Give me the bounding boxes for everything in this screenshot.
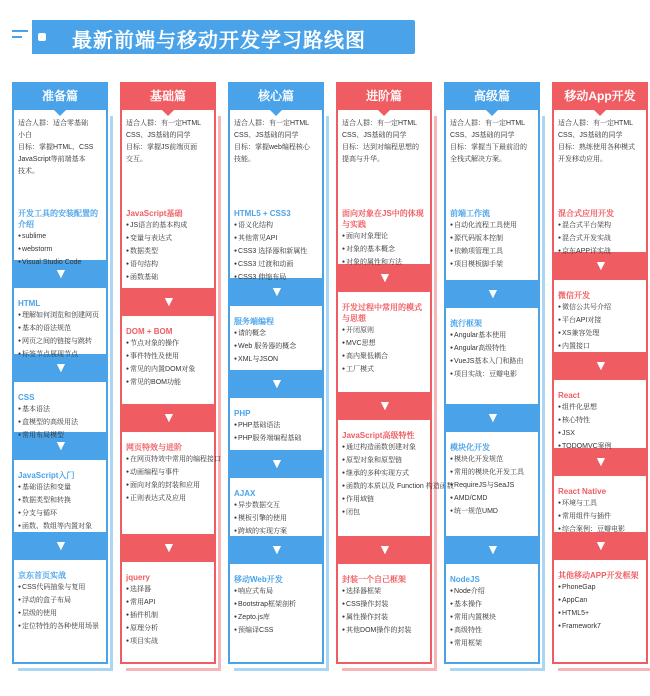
topic-item: ● 项目实战：豆瓣电影 xyxy=(450,368,536,381)
down-arrow-icon: ▼ xyxy=(54,537,68,553)
topic-title: 混合式应用开发 xyxy=(558,209,614,218)
column-body xyxy=(336,110,454,664)
topic-item: ● VueJS基本入门和路由 xyxy=(450,355,536,368)
down-arrow-band xyxy=(230,450,322,478)
topic-item: ● 闭包 xyxy=(342,506,428,519)
down-arrow-icon: ▼ xyxy=(162,293,176,309)
down-arrow-icon: ▼ xyxy=(54,265,68,281)
topic-item: ● 预编译CSS xyxy=(234,624,320,637)
intro-line: JavaScript等前端基本 xyxy=(18,156,86,163)
topic-title: CSS xyxy=(18,393,35,402)
topic-item: ● PHP基础语法 xyxy=(234,419,320,432)
topic-title: AJAX xyxy=(234,489,256,498)
topic-item: ● 正则表达式及应用 xyxy=(126,492,212,505)
topic-item: ● 标签节点展现节点 xyxy=(18,348,104,361)
topic-section xyxy=(342,208,428,269)
topic-item: ● sublime xyxy=(18,230,104,243)
column-1 xyxy=(120,82,222,666)
topic-item: ● MVC思想 xyxy=(342,337,428,350)
topic-item: ● 请的概念 xyxy=(234,327,320,340)
intro-line: 小白 xyxy=(18,132,32,139)
down-arrow-icon: ▼ xyxy=(378,541,392,557)
down-arrow-band xyxy=(446,280,538,308)
topic-section xyxy=(558,208,644,258)
column-5 xyxy=(552,82,648,666)
topic-item: ● 响应式布局 xyxy=(234,585,320,598)
column-intro xyxy=(450,118,536,166)
topic-item: ● 跨域的实现方案 xyxy=(234,525,320,538)
topic-item: ● 盒模型的高级用法 xyxy=(18,416,104,429)
topic-item: ● 节点对象的操作 xyxy=(126,337,212,350)
topic-title: 服务端编程 xyxy=(234,317,274,326)
topic-item: ● 对象的基本概念 xyxy=(342,243,428,256)
topic-section xyxy=(126,208,212,284)
topic-item: ● 微信公共号介绍 xyxy=(558,301,644,314)
topic-item: ● CSS3 伸缩布局 xyxy=(234,271,320,284)
topic-item: ● 对象的属性和方法 xyxy=(342,256,428,269)
topic-item: ● Angular高级特性 xyxy=(450,342,536,355)
topic-item: ● CSS操作封装 xyxy=(342,598,428,611)
topic-item: ● 选择器 xyxy=(126,583,212,596)
topic-item: ● 在网页特效中常用的编程接口 xyxy=(126,453,212,466)
title-banner xyxy=(0,0,650,76)
intro-line: 目标：掌握JS前端页面 xyxy=(126,144,198,151)
intro-line: 目标：掌握当下最前沿的 xyxy=(450,144,527,151)
topic-section xyxy=(558,486,644,536)
column-header: 高级篇 xyxy=(444,82,540,110)
topic-item: ● 基本语法 xyxy=(18,403,104,416)
topic-section xyxy=(450,208,536,271)
topic-section xyxy=(558,290,644,353)
topic-section xyxy=(558,390,644,453)
topic-item: ● PhoneGap xyxy=(558,581,644,594)
topic-item: ● RequireJS与SeaJS xyxy=(450,479,536,492)
column-body xyxy=(228,110,324,664)
topic-item: ● 语义化结构 xyxy=(234,219,320,232)
topic-title: 面向对象在JS中的体现与实践 xyxy=(342,209,424,229)
topic-item: ● 其他常见API xyxy=(234,232,320,245)
topic-title: 微信开发 xyxy=(558,291,590,300)
topic-item: ● 数据类型和转换 xyxy=(18,494,104,507)
topic-section xyxy=(234,408,320,445)
topic-section xyxy=(234,488,320,538)
topic-section xyxy=(450,318,536,381)
topic-item: ● 常用框架 xyxy=(450,637,536,650)
topic-item: ● AMD/CMD xyxy=(450,492,536,505)
down-arrow-icon: ▼ xyxy=(594,453,608,469)
topic-title: 前端工作流 xyxy=(450,209,490,218)
topic-item: ● 其他DOM操作的封装 xyxy=(342,624,428,637)
topic-title: React xyxy=(558,391,580,400)
topic-item: ● Zepto.js库 xyxy=(234,611,320,624)
topic-title: 封装一个自己框架 xyxy=(342,575,406,584)
down-arrow-band xyxy=(122,288,214,316)
topic-item: ● 通过构造函数创建对象 xyxy=(342,441,428,454)
down-arrow-band xyxy=(338,392,430,420)
down-arrow-icon: ▼ xyxy=(162,409,176,425)
column-body xyxy=(444,110,540,664)
topic-section xyxy=(126,572,212,648)
topic-item: ● 常用内置模块 xyxy=(450,611,536,624)
intro-line: 目标：熟练使用各种模式 xyxy=(558,144,635,151)
title-ribbon xyxy=(32,20,415,54)
topic-section xyxy=(18,470,104,533)
topic-item: ● 依赖项管理工具 xyxy=(450,245,536,258)
topic-item: ● Angular基本使用 xyxy=(450,329,536,342)
column-intro xyxy=(234,118,320,166)
topic-title: JavaScript高级特性 xyxy=(342,431,415,440)
topic-item: ● 继承的多种实现方式 xyxy=(342,467,428,480)
intro-line: CSS、JS基础的同学 xyxy=(234,132,299,139)
decor-lines xyxy=(12,30,28,42)
intro-line: 目标：掌握HTML、CSS xyxy=(18,144,94,151)
topic-item: ● webstorm xyxy=(18,243,104,256)
column-0 xyxy=(12,82,108,666)
topic-title: React Native xyxy=(558,487,607,496)
intro-line: 目标：掌握web编程核心 xyxy=(234,144,310,151)
topic-item: ● 异步数据交互 xyxy=(234,499,320,512)
down-arrow-band xyxy=(14,532,106,560)
column-header: 基础篇 xyxy=(120,82,216,110)
topic-title: 模块化开发 xyxy=(450,443,490,452)
topic-item: ● 京东APP详实战 xyxy=(558,245,644,258)
topic-item: ● 属性操作封装 xyxy=(342,611,428,624)
topic-item: ● 基本操作 xyxy=(450,598,536,611)
topic-item: ● 面向对象的封装和应用 xyxy=(126,479,212,492)
topic-item: ● 定位特性的各种使用场景 xyxy=(18,620,104,633)
intro-line: 技能。 xyxy=(234,156,255,163)
topic-item: ● 统一规范UMD xyxy=(450,505,536,518)
down-arrow-icon: ▼ xyxy=(486,285,500,301)
down-arrow-icon: ▼ xyxy=(594,357,608,373)
topic-item: ● 自动化流程工具使用 xyxy=(450,219,536,232)
intro-line: 适合人群：有一定HTML xyxy=(126,120,202,127)
topic-title: 开发工具的安装配置的介绍 xyxy=(18,209,98,229)
topic-section xyxy=(558,570,644,633)
topic-item: ● PHP服务端编程基础 xyxy=(234,432,320,445)
topic-item: ● 变量与表达式 xyxy=(126,232,212,245)
down-arrow-icon: ▼ xyxy=(270,375,284,391)
intro-line: 开发移动应用。 xyxy=(558,156,607,163)
topic-section xyxy=(234,316,320,366)
topic-item: ● 高内聚低耦合 xyxy=(342,350,428,363)
topic-item: ● 作用域链 xyxy=(342,493,428,506)
topic-item: ● HTML5+ xyxy=(558,607,644,620)
topic-title: jquery xyxy=(126,573,151,582)
down-arrow-icon: ▼ xyxy=(378,397,392,413)
topic-item: ● 基础语法和变量 xyxy=(18,481,104,494)
topic-item: ● 工厂模式 xyxy=(342,363,428,376)
down-arrow-band xyxy=(230,370,322,398)
topic-section xyxy=(18,298,104,361)
topic-section xyxy=(342,302,428,376)
topic-item: ● 组件化思想 xyxy=(558,401,644,414)
topic-item: ● 函数的本质以及 Function 构造函数 xyxy=(342,480,428,493)
topic-section xyxy=(450,574,536,650)
down-arrow-icon: ▼ xyxy=(270,283,284,299)
down-arrow-icon: ▼ xyxy=(54,359,68,375)
topic-item: ● 开闭原则 xyxy=(342,324,428,337)
down-arrow-icon: ▼ xyxy=(486,541,500,557)
intro-line: 适合人群：适合零基础 xyxy=(18,120,88,127)
topic-section xyxy=(18,208,104,269)
topic-item: ● Node介绍 xyxy=(450,585,536,598)
down-arrow-band xyxy=(122,404,214,432)
intro-line: CSS、JS基础的同学 xyxy=(126,132,191,139)
topic-item: ● Web 服务器的概念 xyxy=(234,340,320,353)
topic-item: ● 模块化开发规范 xyxy=(450,453,536,466)
topic-item: ● 基本的语法规范 xyxy=(18,322,104,335)
topic-item: ● 高级特性 xyxy=(450,624,536,637)
topic-title: HTML xyxy=(18,299,41,308)
column-3 xyxy=(336,82,454,666)
topic-item: ● 事件特性及使用 xyxy=(126,350,212,363)
topic-item: ● 源代码版本控制 xyxy=(450,232,536,245)
intro-line: 交互。 xyxy=(126,156,147,163)
topic-item: ● 常见的内置DOM对象 xyxy=(126,363,212,376)
topic-item: ● TODOMVC案例 xyxy=(558,440,644,453)
topic-title: DOM + BOM xyxy=(126,327,173,336)
column-header: 核心篇 xyxy=(228,82,324,110)
topic-item: ● 平台API对接 xyxy=(558,314,644,327)
topic-item: ● 数据类型 xyxy=(126,245,212,258)
intro-line: 技术。 xyxy=(18,168,39,175)
topic-section xyxy=(126,442,222,505)
down-arrow-icon: ▼ xyxy=(378,269,392,285)
topic-item: ● 函数、数组等内置对象 xyxy=(18,520,104,533)
topic-item: ● 模板引擎的使用 xyxy=(234,512,320,525)
topic-title: JavaScript入门 xyxy=(18,471,75,480)
down-arrow-band xyxy=(230,536,322,564)
topic-item: ● Visual Studio Code xyxy=(18,256,104,269)
column-header: 准备篇 xyxy=(12,82,108,110)
topic-item: ● JSX xyxy=(558,427,644,440)
down-arrow-icon: ▼ xyxy=(54,437,68,453)
topic-title: JavaScript基础 xyxy=(126,209,183,218)
column-intro xyxy=(558,118,644,166)
down-arrow-band xyxy=(446,536,538,564)
intro-line: CSS、JS基础的同学 xyxy=(450,132,515,139)
intro-line: 适合人群：有一定HTML xyxy=(234,120,310,127)
down-arrow-band xyxy=(122,534,214,562)
down-arrow-icon: ▼ xyxy=(270,455,284,471)
topic-section xyxy=(450,442,536,518)
topic-item: ● 环境与工具 xyxy=(558,497,644,510)
topic-item: ● 插件机制 xyxy=(126,609,212,622)
down-arrow-icon: ▼ xyxy=(594,537,608,553)
down-arrow-band xyxy=(554,352,646,380)
intro-line: 全栈式解决方案。 xyxy=(450,156,506,163)
topic-item: ● 核心特性 xyxy=(558,414,644,427)
topic-section xyxy=(234,574,320,637)
intro-line: CSS、JS基础的同学 xyxy=(558,132,623,139)
topic-item: ● 浮动的盒子布局 xyxy=(18,594,104,607)
topic-item: ● 常用组件与插件 xyxy=(558,510,644,523)
topic-item: ● 分支与循环 xyxy=(18,507,104,520)
topic-title: 流行框架 xyxy=(450,319,482,328)
topic-title: PHP xyxy=(234,409,251,418)
topic-item: ● 函数基础 xyxy=(126,271,212,284)
topic-item: ● 层级的使用 xyxy=(18,607,104,620)
topic-item: ● Bootstrap框架剖析 xyxy=(234,598,320,611)
column-header: 进阶篇 xyxy=(336,82,432,110)
topic-item: ● 面向对象理论 xyxy=(342,230,428,243)
topic-item: ● Framework7 xyxy=(558,620,644,633)
down-arrow-icon: ▼ xyxy=(162,539,176,555)
topic-item: ● 选择器框架 xyxy=(342,585,428,598)
intro-line: 目标：达到对编程思想的 xyxy=(342,144,419,151)
topic-title: 京东首页实战 xyxy=(18,571,66,580)
topic-item: ● CSS3 选择器和新属性 xyxy=(234,245,320,258)
intro-line: CSS、JS基础的同学 xyxy=(342,132,407,139)
down-arrow-icon: ▼ xyxy=(594,257,608,273)
column-intro xyxy=(18,118,104,178)
intro-line: 提高与升华。 xyxy=(342,156,384,163)
topic-item: ● 常用的模块化开发工具 xyxy=(450,466,536,479)
topic-section xyxy=(342,430,454,519)
topic-item: ● 项目实战 xyxy=(126,635,212,648)
topic-section xyxy=(234,208,320,284)
topic-item: ● 混合式平台架构 xyxy=(558,219,644,232)
down-arrow-band xyxy=(554,532,646,560)
topic-item: ● 语句结构 xyxy=(126,258,212,271)
square-icon xyxy=(38,33,46,41)
topic-item: ● 项目模板脚手架 xyxy=(450,258,536,271)
topic-section xyxy=(18,570,104,633)
down-arrow-band xyxy=(338,536,430,564)
topic-item: ● 动画编程与事件 xyxy=(126,466,212,479)
topic-section xyxy=(18,392,104,442)
topic-item: ● 常见的BOM功能 xyxy=(126,376,212,389)
topic-item: ● XML与JSON xyxy=(234,353,320,366)
column-body xyxy=(120,110,222,664)
topic-item: ● CSS代码抽象与复用 xyxy=(18,581,104,594)
down-arrow-icon: ▼ xyxy=(270,541,284,557)
column-intro xyxy=(342,118,428,166)
column-body xyxy=(12,110,108,664)
topic-item: ● 混合式开发实战 xyxy=(558,232,644,245)
intro-line: 适合人群：有一定HTML xyxy=(450,120,526,127)
topic-item: ● 网页之间的链接与跳转 xyxy=(18,335,104,348)
topic-title: NodeJS xyxy=(450,575,480,584)
topic-title: 开发过程中常用的模式与思想 xyxy=(342,303,422,323)
intro-line: 适合人群：有一定HTML xyxy=(342,120,418,127)
topic-title: 移动Web开发 xyxy=(234,575,283,584)
page-title: 最新前端与移动开发学习路线图 xyxy=(72,30,366,52)
roadmap-columns xyxy=(0,82,650,696)
down-arrow-band xyxy=(446,404,538,432)
column-2 xyxy=(228,82,324,666)
topic-title: 网页特效与进阶 xyxy=(126,443,182,452)
topic-item: ● 理解如何浏览和创建网页 xyxy=(18,309,104,322)
column-body xyxy=(552,110,648,664)
topic-item: ● 综合案例：豆瓣电影 xyxy=(558,523,644,536)
topic-item: ● 原型对象和原型链 xyxy=(342,454,428,467)
down-arrow-icon: ▼ xyxy=(486,409,500,425)
column-4 xyxy=(444,82,540,666)
topic-item: ● AppCan xyxy=(558,594,644,607)
topic-item: ● XS兼容处理 xyxy=(558,327,644,340)
intro-line: 适合人群：有一定HTML xyxy=(558,120,634,127)
topic-item: ● 内置接口 xyxy=(558,340,644,353)
topic-item: ● CSS3 过渡和动画 xyxy=(234,258,320,271)
column-header: 移动App开发 xyxy=(552,82,648,110)
topic-item: ● JS语言的基本构成 xyxy=(126,219,212,232)
topic-section xyxy=(126,326,212,389)
column-intro xyxy=(126,118,212,166)
topic-item: ● 常用API xyxy=(126,596,212,609)
topic-item: ● 常用布局模型 xyxy=(18,429,104,442)
topic-title: HTML5 + CSS3 xyxy=(234,209,291,218)
topic-title: 其他移动APP开发框架 xyxy=(558,571,639,580)
topic-item: ● 原理分析 xyxy=(126,622,212,635)
topic-section xyxy=(342,574,428,637)
